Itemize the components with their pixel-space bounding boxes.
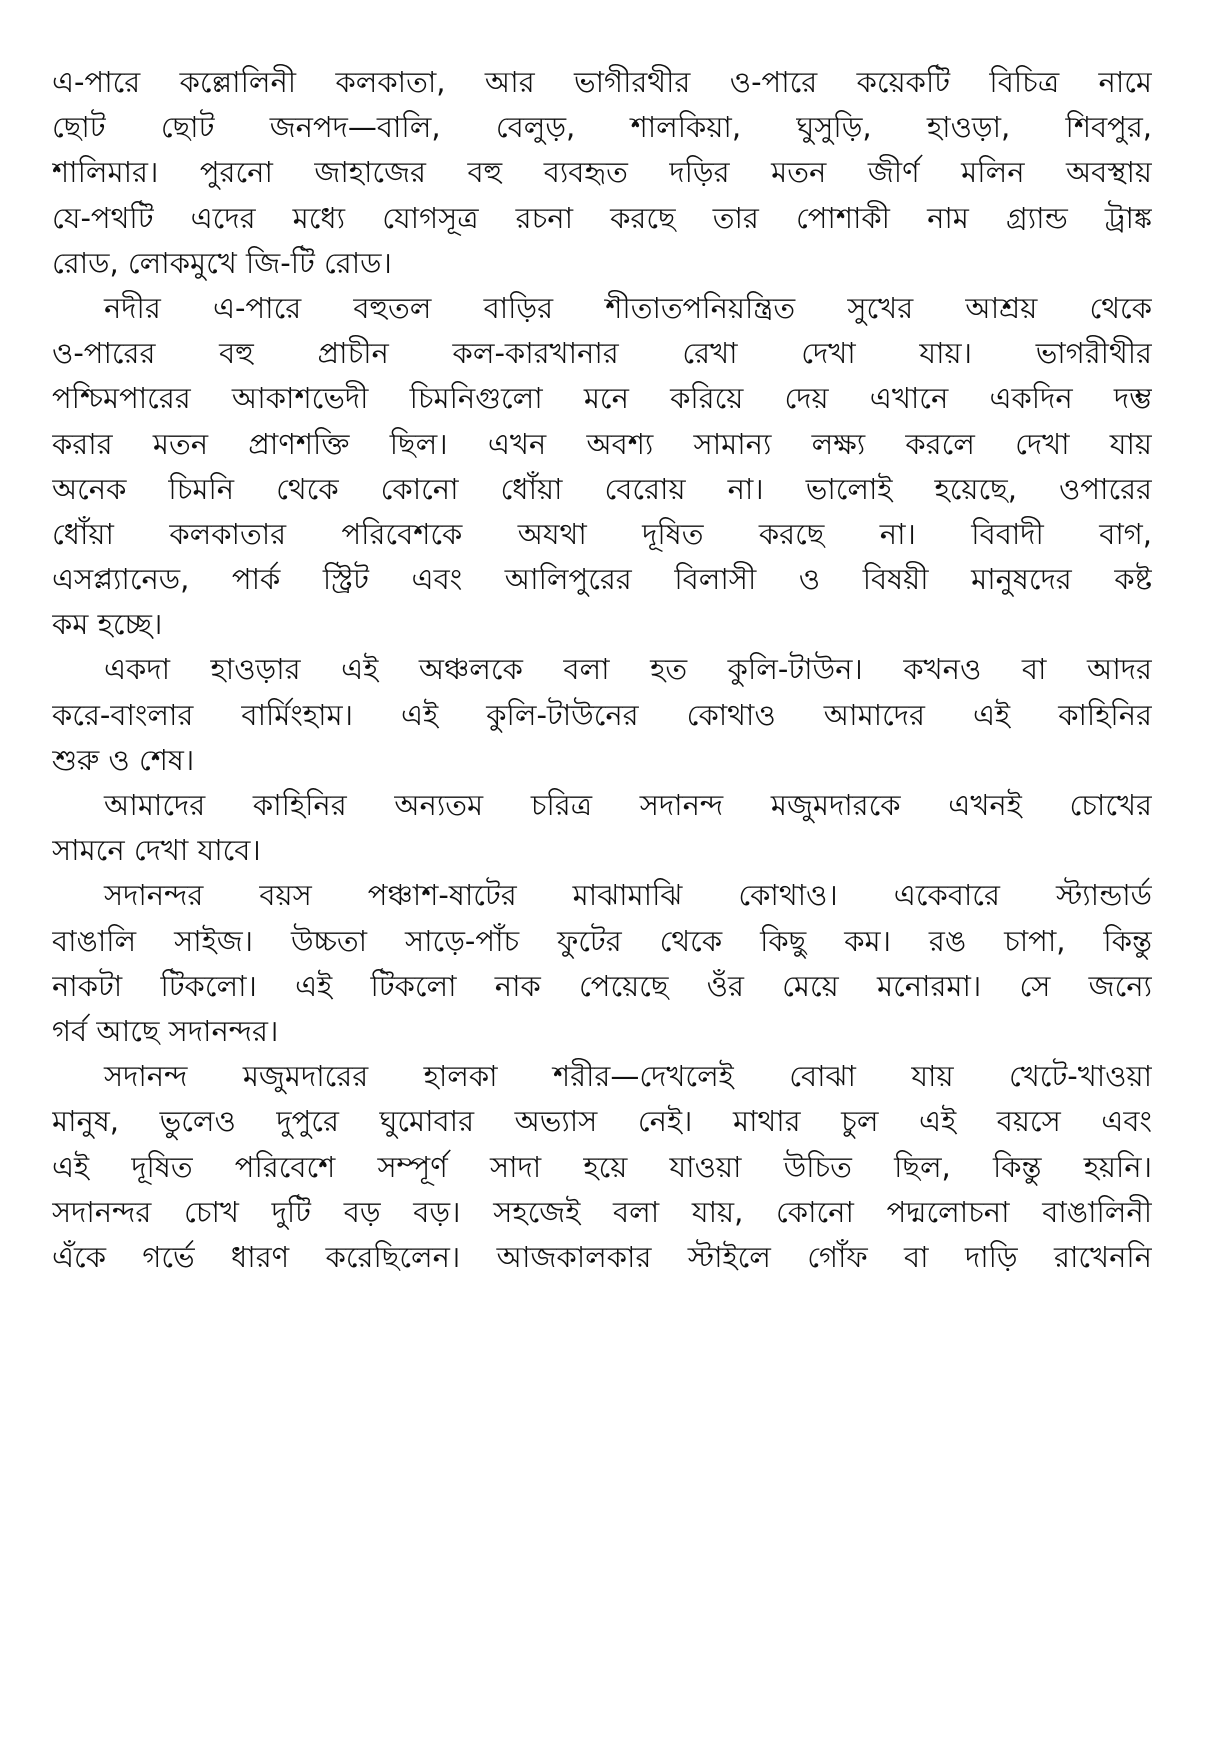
text-line: অনেক চিমনি থেকে কোনো ধোঁয়া বেরোয় না। ভালোই হয়েছে, ওপারের (52, 471, 1152, 506)
text-line: নাকটা টিকলো। এই টিকলো নাক পেয়েছে ওঁর মেয়ে মনোরমা। সে জন্যে (52, 968, 1152, 1003)
text-line: সদানন্দর বয়স পঞ্চাশ-ষাটের মাঝামাঝি কোথাও। একেবারে স্ট্যান্ডার্ড (104, 878, 1152, 913)
text-line: ও-পারের বহু প্রাচীন কল-কারখানার রেখা দেখা যায়। ভাগরীথীর (52, 336, 1152, 371)
paragraph-4 (52, 783, 1152, 873)
text-line: এসপ্ল্যানেড, পার্ক স্ট্রিট এবং আলিপুরের বিলাসী ও বিষয়ী মানুষদের কষ্ট (52, 562, 1152, 597)
paragraph-5 (52, 873, 1152, 1054)
book-page (52, 60, 1152, 1280)
text-line: মানুষ, ভুলেও দুপুরে ঘুমোবার অভ্যাস নেই। মাথার চুল এই বয়সে এবং (52, 1104, 1152, 1139)
text-line: একদা হাওড়ার এই অঞ্চলকে বলা হত কুলি-টাউন। কখনও বা আদর (104, 652, 1152, 687)
text-line: নদীর এ-পারে বহুতল বাড়ির শীতাতপনিয়ন্ত্রিত সুখের আশ্রয় থেকে (104, 290, 1152, 325)
text-line: এই দূষিত পরিবেশে সম্পূর্ণ সাদা হয়ে যাওয়া উচিত ছিল, কিন্তু হয়নি। (52, 1149, 1152, 1184)
text-line: সদানন্দ মজুমদারের হালকা শরীর—দেখলেই বোঝা যায় খেটে-খাওয়া (104, 1059, 1152, 1094)
text-line: সদানন্দর চোখ দুটি বড় বড়। সহজেই বলা যায়, কোনো পদ্মলোচনা বাঙালিনী (52, 1194, 1152, 1229)
text-line: রোড, লোকমুখে জি-টি রোড। (52, 245, 392, 280)
text-line: সামনে দেখা যাবে। (52, 833, 261, 868)
text-line: কম হচ্ছে। (52, 607, 163, 642)
text-line: ধোঁয়া কলকাতার পরিবেশকে অযথা দূষিত করছে না। বিবাদী বাগ, (52, 516, 1152, 551)
text-line: এ-পারে কল্লোলিনী কলকাতা, আর ভাগীরথীর ও-পারে কয়েকটি বিচিত্র নামে (52, 65, 1152, 99)
text-line: করে-বাংলার বার্মিংহাম। এই কুলি-টাউনের কোথাও আমাদের এই কাহিনির (52, 697, 1152, 732)
text-line: বাঙালি সাইজ। উচ্চতা সাড়ে-পাঁচ ফুটের থেকে কিছু কম। রঙ চাপা, কিন্তু (52, 923, 1152, 958)
text-line: শালিমার। পুরনো জাহাজের বহু ব্যবহৃত দড়ির মতন জীর্ণ মলিন অবস্থায় (52, 155, 1152, 190)
text-line: আমাদের কাহিনির অন্যতম চরিত্র সদানন্দ মজুমদারকে এখনই চোখের (104, 788, 1152, 822)
text-line: এঁকে গর্ভে ধারণ করেছিলেন। আজকালকার স্টাইলে গোঁফ বা দাড়ি রাখেননি (52, 1239, 1152, 1274)
text-line: করার মতন প্রাণশক্তি ছিল। এখন অবশ্য সামান্য লক্ষ্য করলে দেখা যায় (52, 426, 1152, 461)
paragraph-6 (52, 1054, 1152, 1280)
paragraph-3 (52, 647, 1152, 783)
text-line: ছোট ছোট জনপদ—বালি, বেলুড়, শালকিয়া, ঘুসুড়ি, হাওড়া, শিবপুর, (52, 110, 1152, 145)
text-line: পশ্চিমপারের আকাশভেদী চিমনিগুলো মনে করিয়ে দেয় এখানে একদিন দম্ভ (52, 381, 1152, 416)
text-line: যে-পথটি এদের মধ্যে যোগসূত্র রচনা করছে তার পোশাকী নাম গ্র্যান্ড ট্রাঙ্ক (52, 200, 1152, 235)
text-line: শুরু ও শেষ। (52, 742, 195, 777)
paragraph-2 (52, 286, 1152, 648)
paragraph-1 (52, 60, 1152, 286)
text-line: গর্ব আছে সদানন্দর। (52, 1013, 279, 1048)
